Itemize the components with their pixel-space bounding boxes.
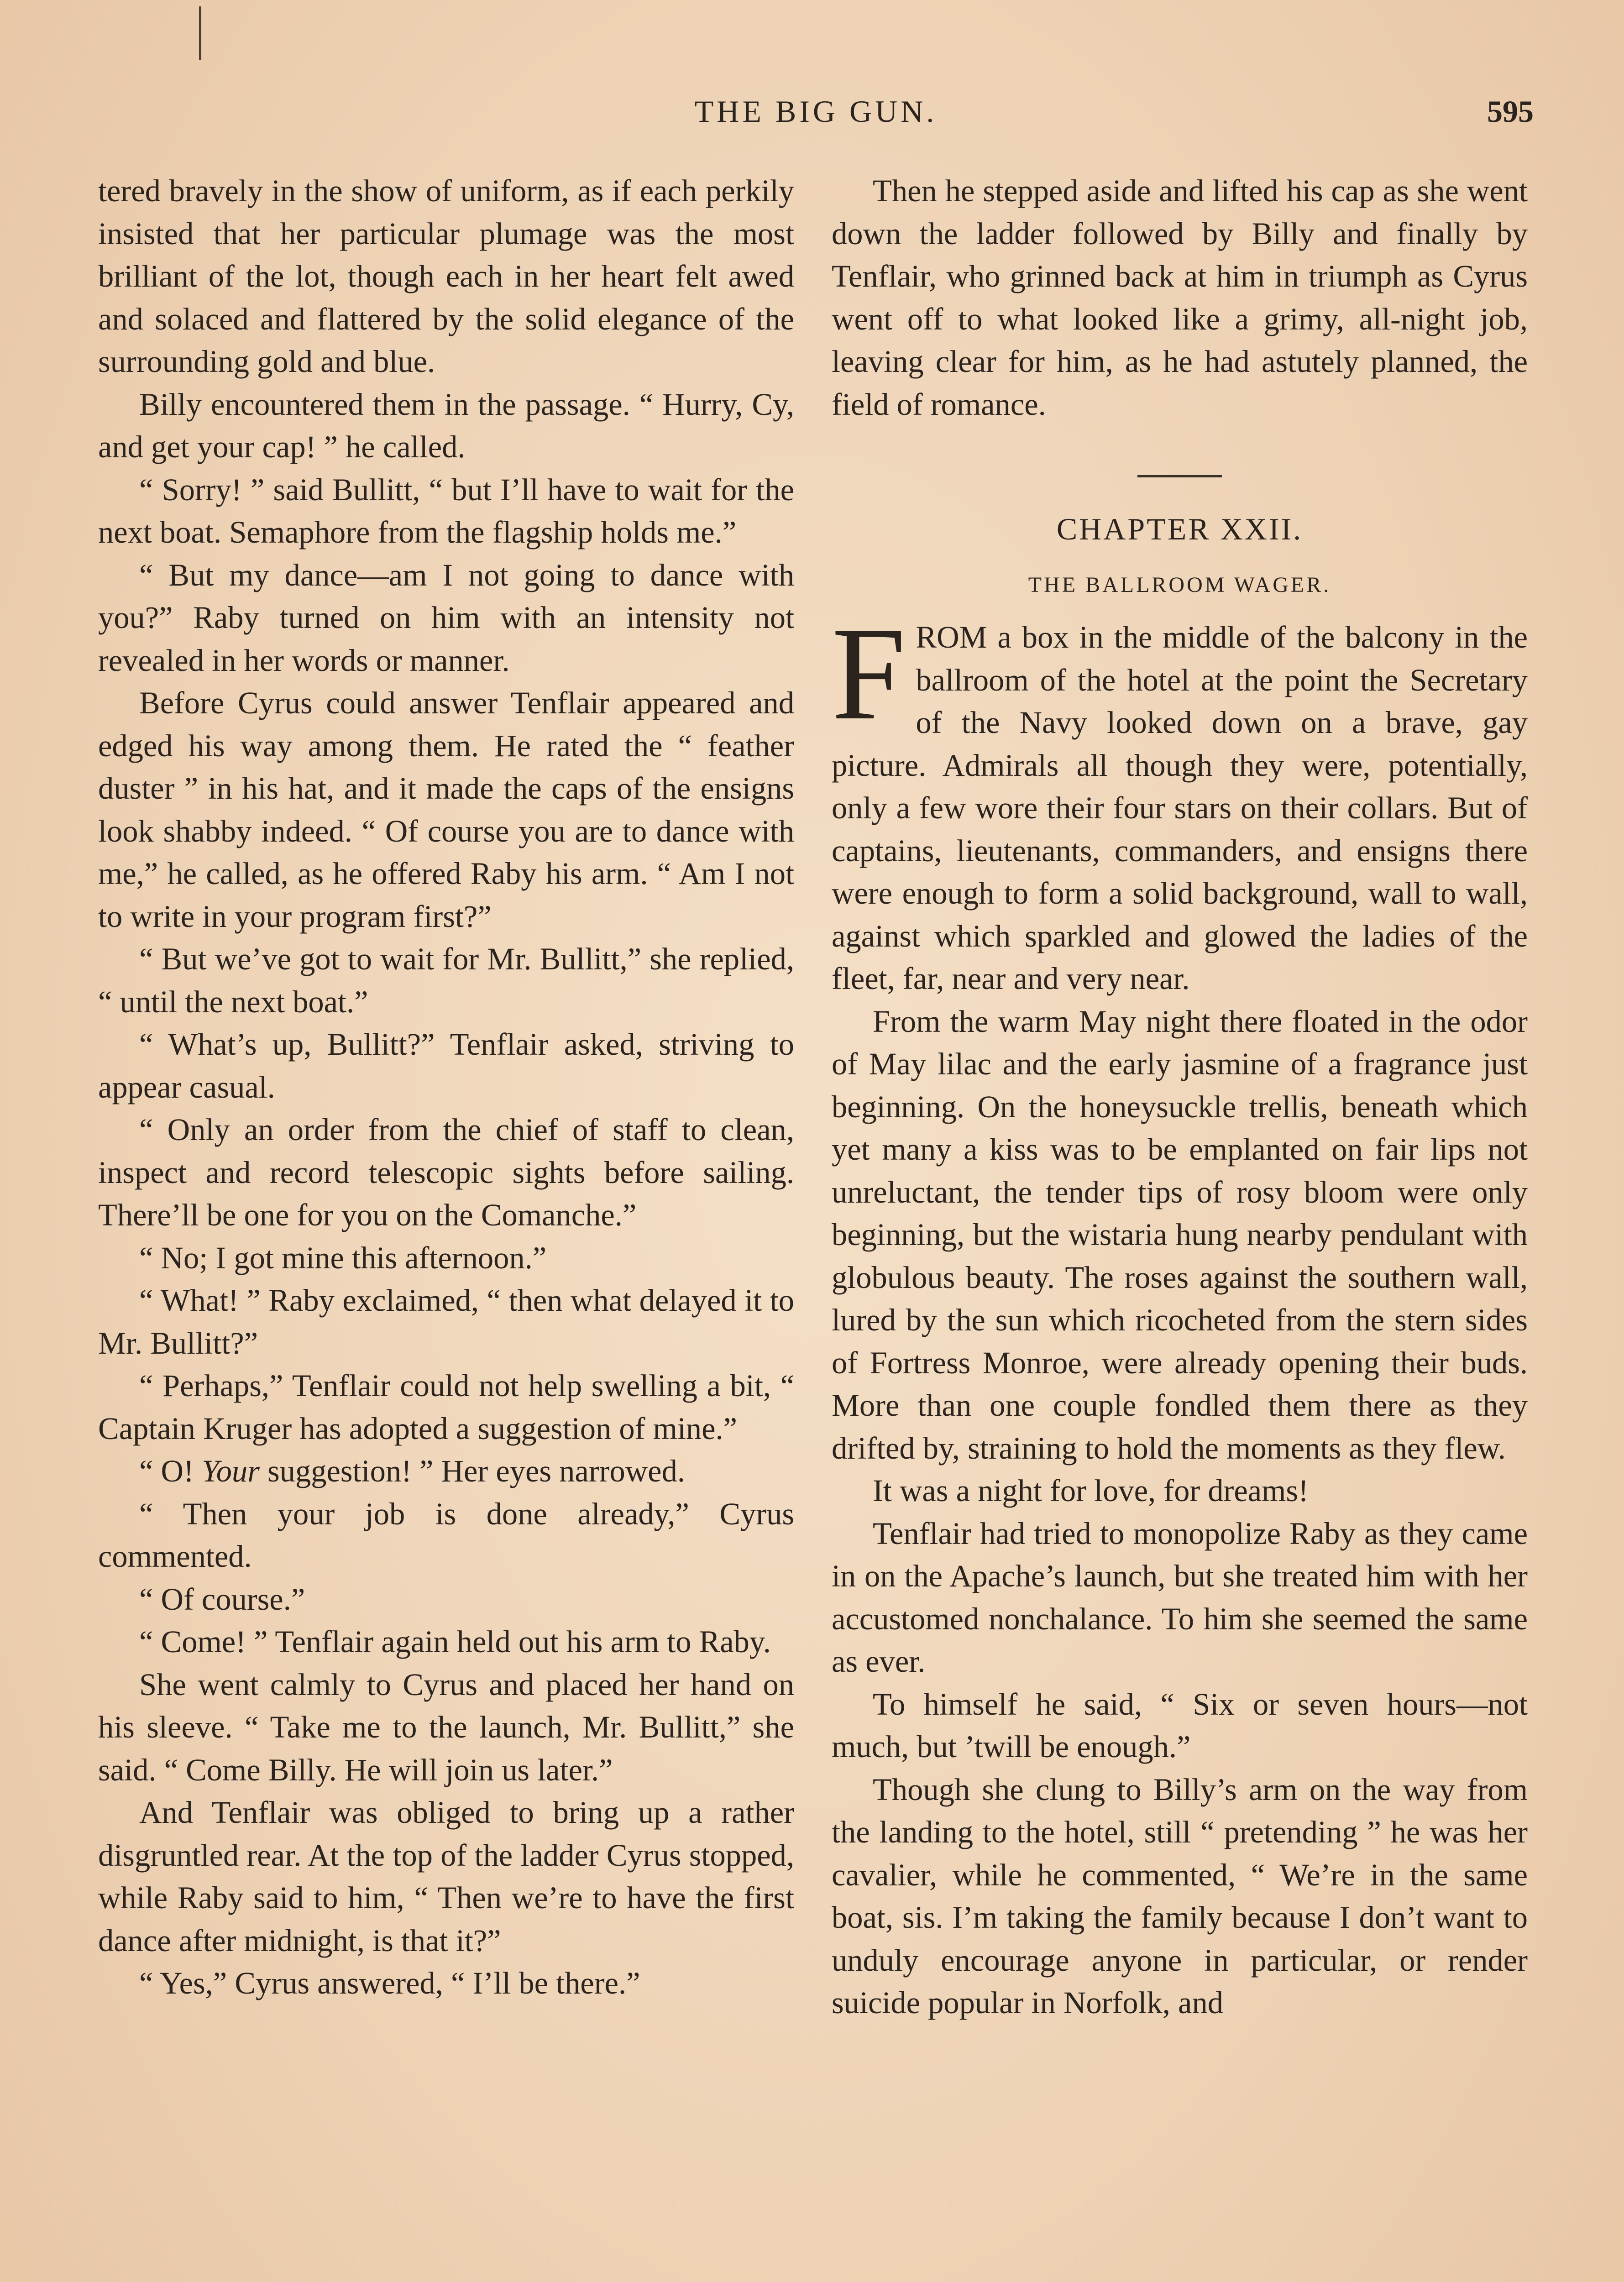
paragraph-your-suggestion xyxy=(98,1450,794,1493)
paragraph: “ But my dance—am I not going to dance with you?” Raby turned on him with an intensity not revealed in her words or manner. xyxy=(98,557,794,678)
paragraph: And Tenflair was obliged to bring up a rather disgruntled rear. At the top of the ladder Cyrus stopped, while Raby said to him, “ Then we’re to have the first dance after midnight, is that it?” xyxy=(98,1795,794,1958)
paragraph: Tenflair had tried to monopolize Raby as they came in on the Apache’s launch, but she treated him with her accustomed nonchalance. To him she seemed the same as ever. xyxy=(832,1516,1528,1679)
chapter-title: CHAPTER XXII. xyxy=(1056,512,1303,546)
paragraph: “ What! ” Raby exclaimed, “ then what delayed it to Mr. Bullitt?” xyxy=(98,1283,794,1361)
text-run: “ O! xyxy=(139,1454,202,1488)
paragraph: She went calmly to Cyrus and placed her hand on his sleeve. “ Take me to the launch, Mr. Bullitt,” she said. “ Come Billy. He will join us later.” xyxy=(98,1667,794,1787)
paragraph: Though she clung to Billy’s arm on the way from the landing to the hotel, still “ pretending ” he was her cavalier, while he commented, “ We’re in the same boat, sis. I’m taking the family because I don’t want to unduly encourage anyone in particular, or render suicide popular in Norfolk, and xyxy=(832,1772,1528,2020)
paragraph: “ Yes,” Cyrus answered, “ I’ll be there.” xyxy=(139,1966,640,2000)
paragraph: Then he stepped aside and lifted his cap as she went down the ladder followed by Billy and finally by Tenflair, who grinned back at him in triumph as Cyrus went off to what looked like a grimy, all-night job, leaving clear for him, as he had astutely planned, the field of romance. xyxy=(832,173,1528,422)
paragraph: “ Sorry! ” said Bullitt, “ but I’ll have to wait for the next boat. Semaphore from the flagship holds me.” xyxy=(98,472,794,550)
paragraph: “ But we’ve got to wait for Mr. Bullitt,” she replied, “ until the next boat.” xyxy=(98,942,794,1019)
chapter-opening-paragraph xyxy=(832,600,1528,1000)
running-title: THE BIG GUN. xyxy=(694,94,938,129)
right-column xyxy=(832,170,1528,2025)
paragraph: Before Cyrus could answer Tenflair appeared and edged his way among them. He rated the “ feather duster ” in his hat, and it made the caps of the ensigns look shabby indeed. “ Of course you are to dance with me,” he called, as he offered Raby his arm. “ Am I not to write in your program first?” xyxy=(98,686,794,934)
text-run: ROM a box in the middle of the balcony in the ballroom of the hotel at the point the Secretary of the Navy looked down on a brave, gay picture. Admirals all though they were, potentially, only a few wore their four stars on their collars. But of captains, lieutenants, commanders, and ensigns there were enough to form a solid background, wall to wall, against which sparkled and glowed the ladies of the fleet, far, near and very near. xyxy=(832,620,1528,996)
paragraph: “ What’s up, Bullitt?” Tenflair asked, striving to appear casual. xyxy=(98,1027,794,1104)
paragraph: tered bravely in the show of uniform, as if each perkily insisted that her particular plumage was the most brilliant of the lot, though each in her heart felt awed and solaced and flattered by the solid elegance of the surrounding gold and blue. xyxy=(98,173,794,379)
margin-rule xyxy=(199,6,201,60)
paragraph: “ Come! ” Tenflair again held out his arm to Raby. xyxy=(139,1624,771,1659)
paragraph: From the warm May night there floated in the odor of May lilac and the early jasmine of a fragrance just beginning. On the honeysuckle trellis, beneath which yet many a kiss was to be emplanted on fair lips not unreluctant, the tender tips of rosy bloom were only beginning, but the wistaria hung nearby pendulant with globulous beauty. The roses against the southern wall, lured by the sun which ricocheted from the stern sides of Fortress Monroe, were already opening their buds. More than one couple fondled them there as they drifted by, straining to hold the moments as they flew. xyxy=(832,1004,1528,1466)
paragraph: “ Of course.” xyxy=(139,1581,305,1617)
page-number: 595 xyxy=(1487,94,1534,129)
chapter-subtitle: THE BALLROOM WAGER. xyxy=(1028,573,1331,597)
drop-cap: F xyxy=(832,600,906,748)
italic-word: Your xyxy=(201,1454,260,1488)
paragraph: “ No; I got mine this afternoon.” xyxy=(139,1240,547,1275)
section-separator xyxy=(1137,475,1222,477)
page-header xyxy=(98,96,1534,146)
text-run: suggestion! ” Her eyes narrowed. xyxy=(259,1454,685,1488)
paragraph: “ Then your job is done already,” Cyrus commented. xyxy=(98,1496,794,1574)
paragraph: “ Perhaps,” Tenflair could not help swelling a bit, “ Captain Kruger has adopted a suggestion of mine.” xyxy=(98,1368,794,1446)
paragraph: “ Only an order from the chief of staff to clean, inspect and record telescopic sights before sailing. There’ll be one for you on the Comanche.” xyxy=(98,1112,794,1232)
paragraph: It was a night for love, for dreams! xyxy=(873,1473,1309,1508)
paragraph: To himself he said, “ Six or seven hours—not much, but ’twill be enough.” xyxy=(832,1686,1528,1764)
paragraph: Billy encountered them in the passage. “ Hurry, Cy, and get your cap! ” he called. xyxy=(98,387,794,464)
left-column xyxy=(98,170,794,2005)
